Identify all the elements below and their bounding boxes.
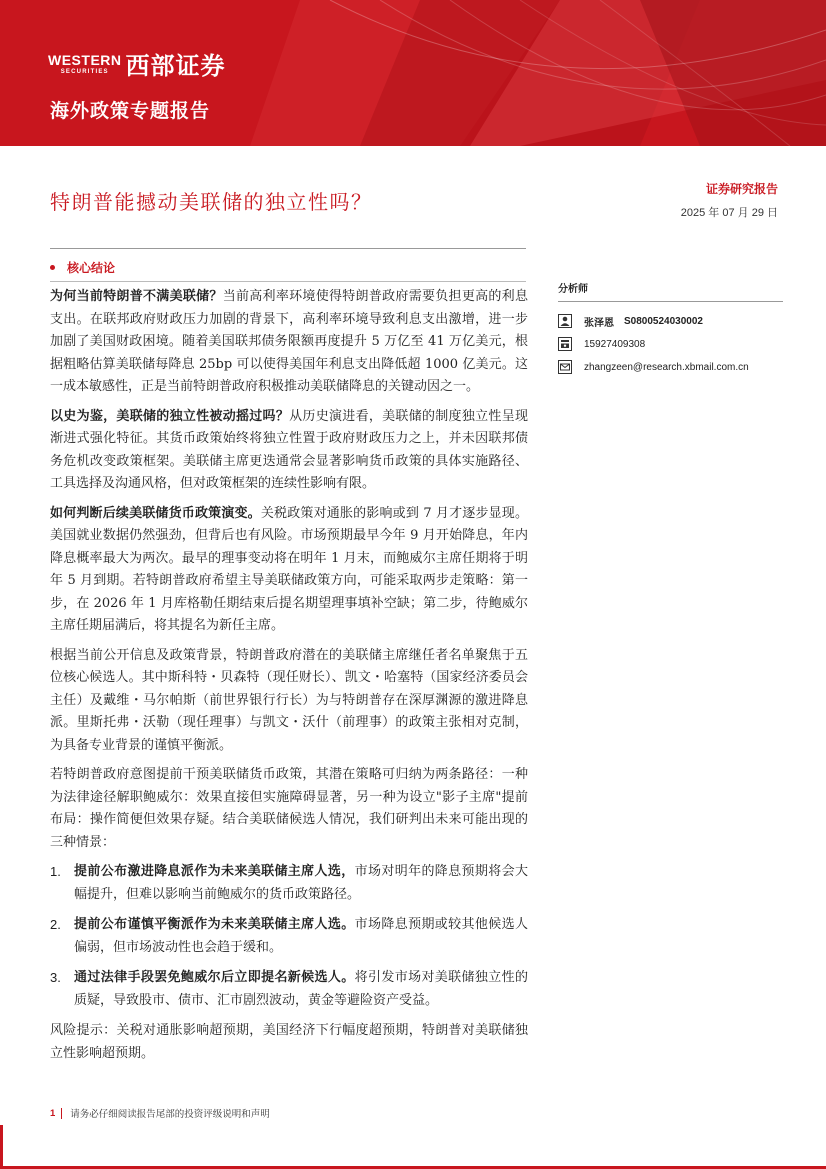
risk-warning [50,1020,528,1065]
paragraph [50,406,528,496]
paragraph-text: 关税政策对通胀的影响或到 7 月才逐步显现。美国就业数据仍然强劲，但背后也有风险。市场预期最早今年 9 月开始降息，年内降息概率最大为两次。最早的理事变动将在明年 1 月末，而鲍威尔主席任期将于明年 5 月到期。若特朗普政府希望主导美联储政策方向，可能采取两步走策略：第一步，在 2026 年 1 月库格勒任期结束后提名期望理事填补空缺；第二步，待鲍威尔主席任期届满后，将其提名为新任主席。 [50,505,528,633]
scenario-text: 市场对明年的降息预期将会大幅提升，但难以影响当前鲍威尔的货币政策路径。 [74,864,528,902]
phone-icon [558,337,572,351]
person-icon [558,314,572,328]
report-label: 证券研究报告 [705,182,778,196]
paragraph-text: 从历史演进看，美联储的制度独立性呈现渐进式强化特征。其货币政策始终将独立性置于政府财政压力之上，并未因联邦债务危机改变政策框架。美联储主席更迭通常会显著影响货币政策的具体实施路径、工具选择及沟通风格，但对政策框架的连续性影响有限。 [50,408,528,491]
report-body [50,286,528,1072]
paragraph [50,645,528,758]
logo-mark [48,53,122,75]
scenario-lead: 提前公布激进降息派作为未来美联储主席人选， [74,864,355,879]
logo-cn: 西部证券 [125,52,226,80]
scenario-text: 将引发市场对美联储独立性的质疑，导致股市、债市、汇市剧烈波动，黄金等避险资产受益。 [74,970,528,1008]
paragraph [50,286,528,399]
scenario-number: 1. [50,864,61,879]
footer-separator [61,1108,62,1119]
bullet-icon [50,265,55,270]
analyst-name-row [558,310,783,332]
scenario-number: 3. [50,970,61,985]
page-footer [50,1106,270,1120]
scenario-item [50,967,528,1012]
section-header [50,259,115,276]
title-divider [50,248,526,249]
header-banner [0,0,826,146]
paragraph-lead: 为何当前特朗普不满美联储？ [50,289,223,304]
analyst-panel [558,280,783,378]
company-logo [48,46,226,81]
email-icon [558,360,572,374]
analyst-phone: 15927409308 [584,338,646,350]
analyst-email-row[interactable] [558,356,783,378]
corner-accent-vertical [0,1125,3,1169]
paragraph [50,764,528,854]
scenario-item [50,861,528,906]
analyst-cert-no: S0800524030002 [624,315,703,327]
section-divider [50,281,526,282]
logo-en-bottom: SECURITIES [60,68,109,75]
analyst-name: 张泽恩 [584,317,614,329]
scenario-item [50,914,528,959]
section-title: 核心结论 [67,261,116,275]
footer-disclaimer: 请务必仔细阅读报告尾部的投资评级说明和声明 [70,1109,270,1120]
analyst-email[interactable]: zhangzeen@research.xbmail.com.cn [584,361,749,373]
page-number: 1 [50,1107,56,1119]
paragraph-lead: 以史为鉴，美联储的独立性被动摇过吗？ [50,408,290,424]
scenario-lead: 提前公布谨慎平衡派作为未来美联储主席人选。 [74,917,355,932]
paragraph [50,503,528,638]
report-date: 2025 年 07 月 29 日 [680,207,778,219]
scenario-list [50,861,528,1012]
paragraph-text: 根据当前公开信息及政策背景，特朗普政府潜在的美联储主席继任者名单聚焦于五位核心候选人。其中斯科特・贝森特（现任财长）、凯文・哈塞特（国家经济委员会主任）及戴维・马尔帕斯（前世界银行行长）为与特朗普存在深厚渊源的激进降息派。里斯托弗・沃勒（现任理事）与凯文・沃什（前理事）的政策主张相对克制，为具备专业背景的谨慎平衡派。 [50,647,528,753]
report-title: 特朗普能撼动美联储的独立性吗？ [50,190,373,214]
scenario-lead: 通过法律手段罢免鲍威尔后立即提名新候选人。 [74,970,355,985]
paragraph-lead: 如何判断后续美联储货币政策演变。 [50,505,261,521]
logo-en-top: WESTERN [48,51,122,68]
analyst-heading: 分析师 [558,280,783,302]
scenario-number: 2. [50,917,61,932]
paragraph-text: 若特朗普政府意图提前干预美联储货币政策，其潜在策略可归纳为两条路径：一种为法律途径解职鲍威尔：效果直接但实施障碍显著，另一种为设立"影子主席"提前布局：操作简便但效果存疑。结合美联储候选人情况，我们研判出未来可能出现的三种情景： [50,767,528,850]
risk-text: 风险提示：关税对通胀影响超预期，美国经济下行幅度超预期，特朗普对美联储独立性影响超预期。 [50,1023,528,1061]
report-type: 海外政策专题报告 [50,100,211,122]
paragraph-text: 当前高利率环境使得特朗普政府需要负担更高的利息支出。在联邦政府财政压力加剧的背景下，高利率环境导致利息支出激增，进一步加剧了美国财政困境。随着美国联邦债务限额再度提升 5 万亿至 41 万亿美元，根据粗略估算美联储每降息 25bp 可以使得美国年利息支出降低超 1000 亿美元。这一成本敏感性，正是当前特朗普政府积极推动美联储降息的关键动因之一。 [50,289,528,394]
analyst-phone-row [558,333,783,355]
scenario-text: 市场降息预期或较其他候选人偏弱，但市场波动性也会趋于缓和。 [74,917,528,955]
